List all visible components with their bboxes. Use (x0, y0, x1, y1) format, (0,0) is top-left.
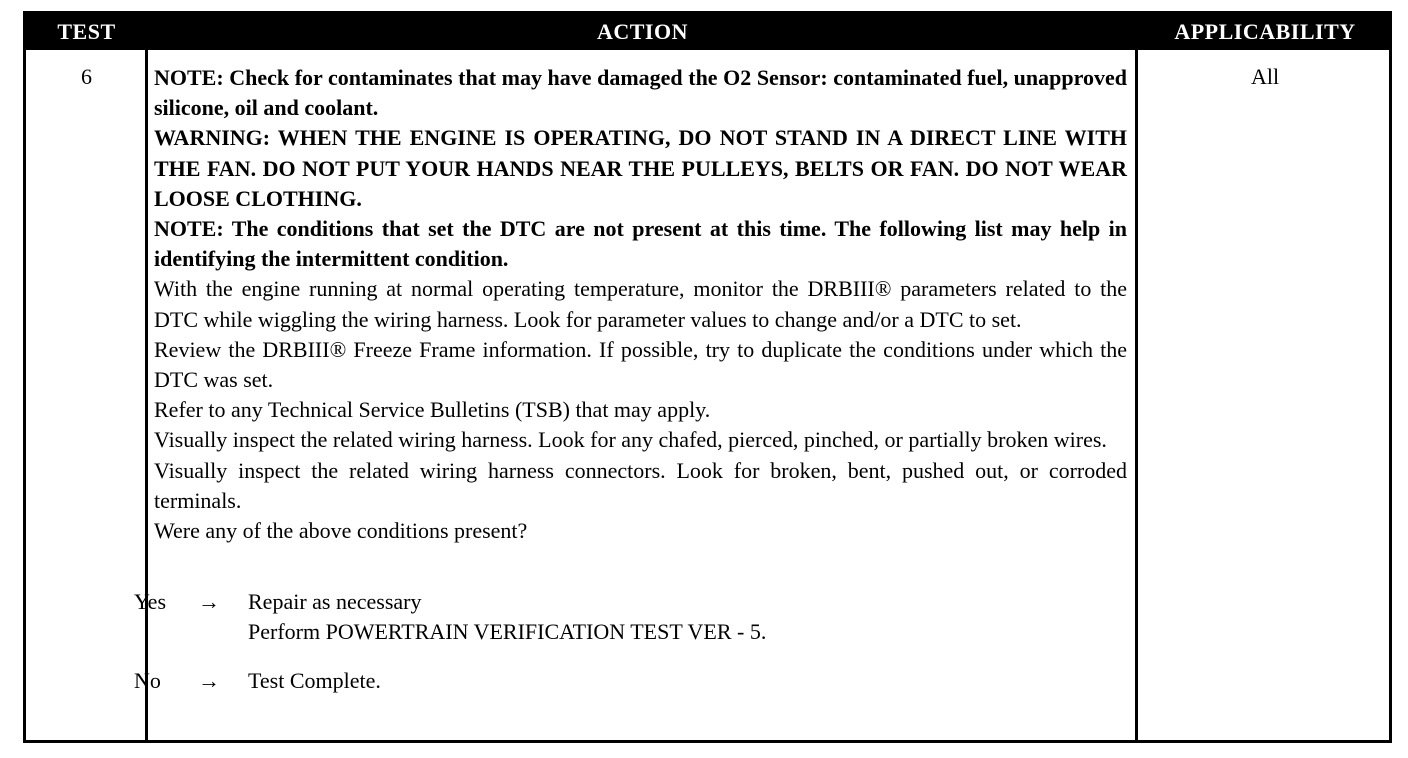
yes-label: Yes (134, 589, 167, 614)
step-tsb: Refer to any Technical Service Bulletins (TSB) that may apply. (154, 397, 711, 423)
column-divider (1135, 50, 1138, 740)
yes-action-line2: Perform POWERTRAIN VERIFICATION TEST VER - 5. (248, 619, 767, 644)
header-test: TEST (57, 19, 116, 44)
yes-action-line1: Repair as necessary (248, 589, 422, 614)
note-conditions: NOTE: The conditions that set the DTC are not present at this time. The following list may help in identifying the intermittent condition. (154, 216, 1127, 272)
note-contaminates: NOTE: Check for contaminates that may have damaged the O2 Sensor: contaminated fuel, unapproved silicone, oil and coolant. (154, 65, 1127, 121)
test-number: 6 (81, 64, 92, 89)
table-header (26, 14, 1389, 50)
step-monitor: With the engine running at normal operating temperature, monitor the DRBIII® parameters related to the DTC while wiggling the wiring harness. Look for parameter values to change and/or a DTC to set. (154, 276, 1127, 332)
step-inspect-connectors: Visually inspect the related wiring harness connectors. Look for broken, bent, pushed out, or corroded terminals. (154, 457, 1127, 513)
applicability-value: All (1250, 64, 1280, 89)
header-action: ACTION (596, 19, 688, 44)
no-action: Test Complete. (248, 668, 381, 693)
header-applicability: APPLICABILITY (1174, 19, 1356, 44)
step-inspect-harness: Visually inspect the related wiring harness. Look for any chafed, pierced, pinched, or partially broken wires. (154, 427, 1107, 453)
arrow-icon: → (198, 668, 220, 693)
arrow-icon: → (198, 589, 220, 614)
yes-action (248, 587, 948, 647)
question: Were any of the above conditions present? (154, 518, 528, 544)
diagnostic-table (23, 11, 1392, 743)
step-freeze-frame: Review the DRBIII® Freeze Frame information. If possible, try to duplicate the conditions under which the DTC was set. (154, 336, 1127, 393)
column-divider (145, 50, 148, 740)
warning-engine: WARNING: WHEN THE ENGINE IS OPERATING, DO NOT STAND IN A DIRECT LINE WITH THE FAN. DO NOT PUT YOUR HANDS NEAR THE PULLEYS, BELTS OR FAN. DO NOT WEAR LOOSE CLOTHING. (154, 125, 1127, 211)
action-cell (154, 63, 1127, 546)
no-label: No (134, 668, 161, 693)
